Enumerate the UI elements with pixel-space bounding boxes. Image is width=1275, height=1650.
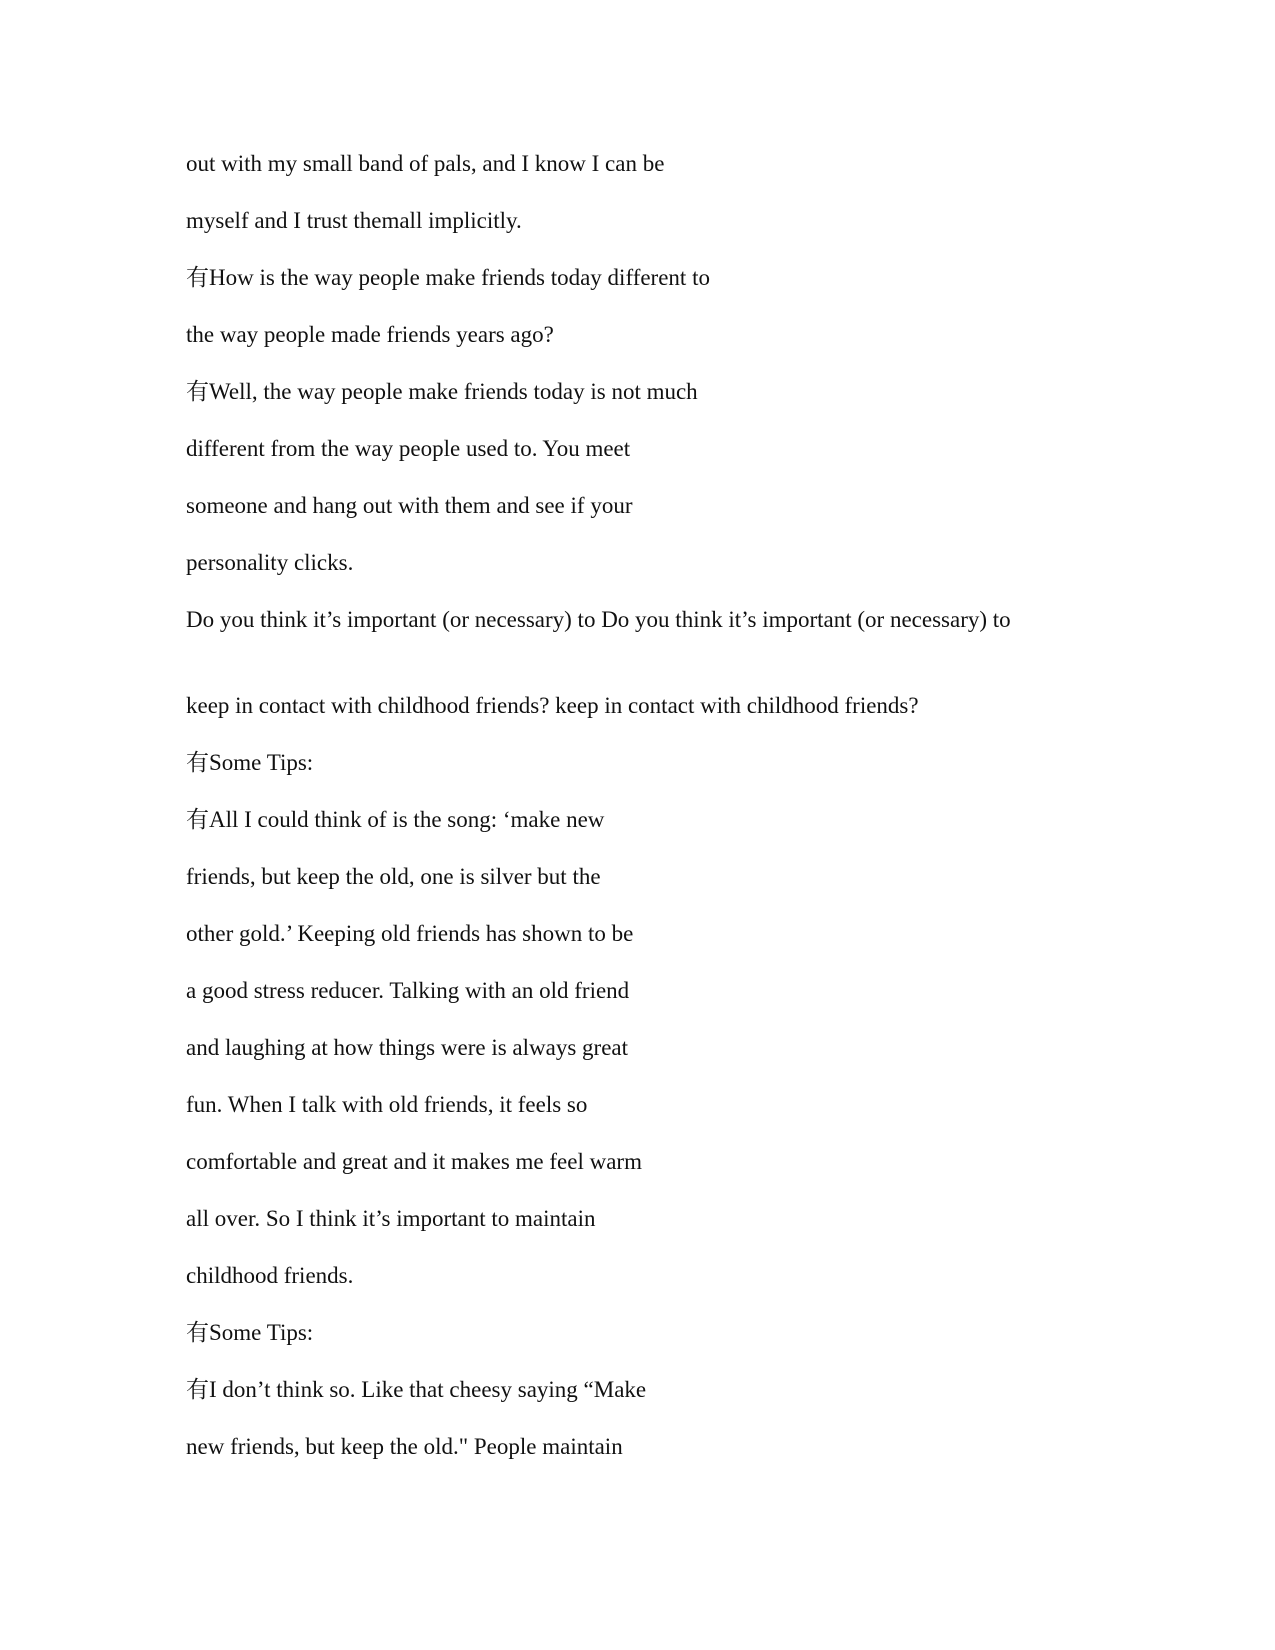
text-line: a good stress reducer. Talking with an old friend bbox=[186, 978, 630, 1003]
text-line: comfortable and great and it makes me feel warm bbox=[186, 1149, 642, 1174]
section-heading: 有Some Tips: bbox=[186, 1320, 314, 1345]
text-line: 有All I could think of is the song: ‘make new bbox=[186, 807, 605, 832]
text-line: all over. So I think it’s important to maintain bbox=[186, 1206, 596, 1231]
text-line: different from the way people used to. You meet bbox=[186, 436, 631, 461]
text-line: friends, but keep the old, one is silver but the bbox=[186, 864, 601, 889]
question-line: keep in contact with childhood friends? keep in contact with childhood friends? bbox=[186, 693, 919, 718]
text-line: fun. When I talk with old friends, it feels so bbox=[186, 1092, 588, 1117]
text-line: the way people made friends years ago? bbox=[186, 322, 554, 347]
question-line: Do you think it’s important (or necessary) to Do you think it’s important (or necessary) to bbox=[186, 607, 1011, 632]
text-line: and laughing at how things were is always great bbox=[186, 1035, 628, 1060]
text-line: childhood friends. bbox=[186, 1263, 354, 1288]
text-line: myself and I trust themall implicitly. bbox=[186, 208, 522, 233]
section-heading: 有Some Tips: bbox=[186, 750, 314, 775]
text-line: personality clicks. bbox=[186, 550, 354, 575]
text-line: someone and hang out with them and see if your bbox=[186, 493, 633, 518]
text-line: out with my small band of pals, and I know I can be bbox=[186, 151, 665, 176]
text-line: 有Well, the way people make friends today is not much bbox=[186, 379, 698, 404]
text-line: 有I don’t think so. Like that cheesy saying “Make bbox=[186, 1377, 647, 1402]
text-line: new friends, but keep the old." People maintain bbox=[186, 1434, 623, 1459]
text-line: other gold.’ Keeping old friends has shown to be bbox=[186, 921, 634, 946]
text-line: 有How is the way people make friends today different to bbox=[186, 265, 710, 290]
